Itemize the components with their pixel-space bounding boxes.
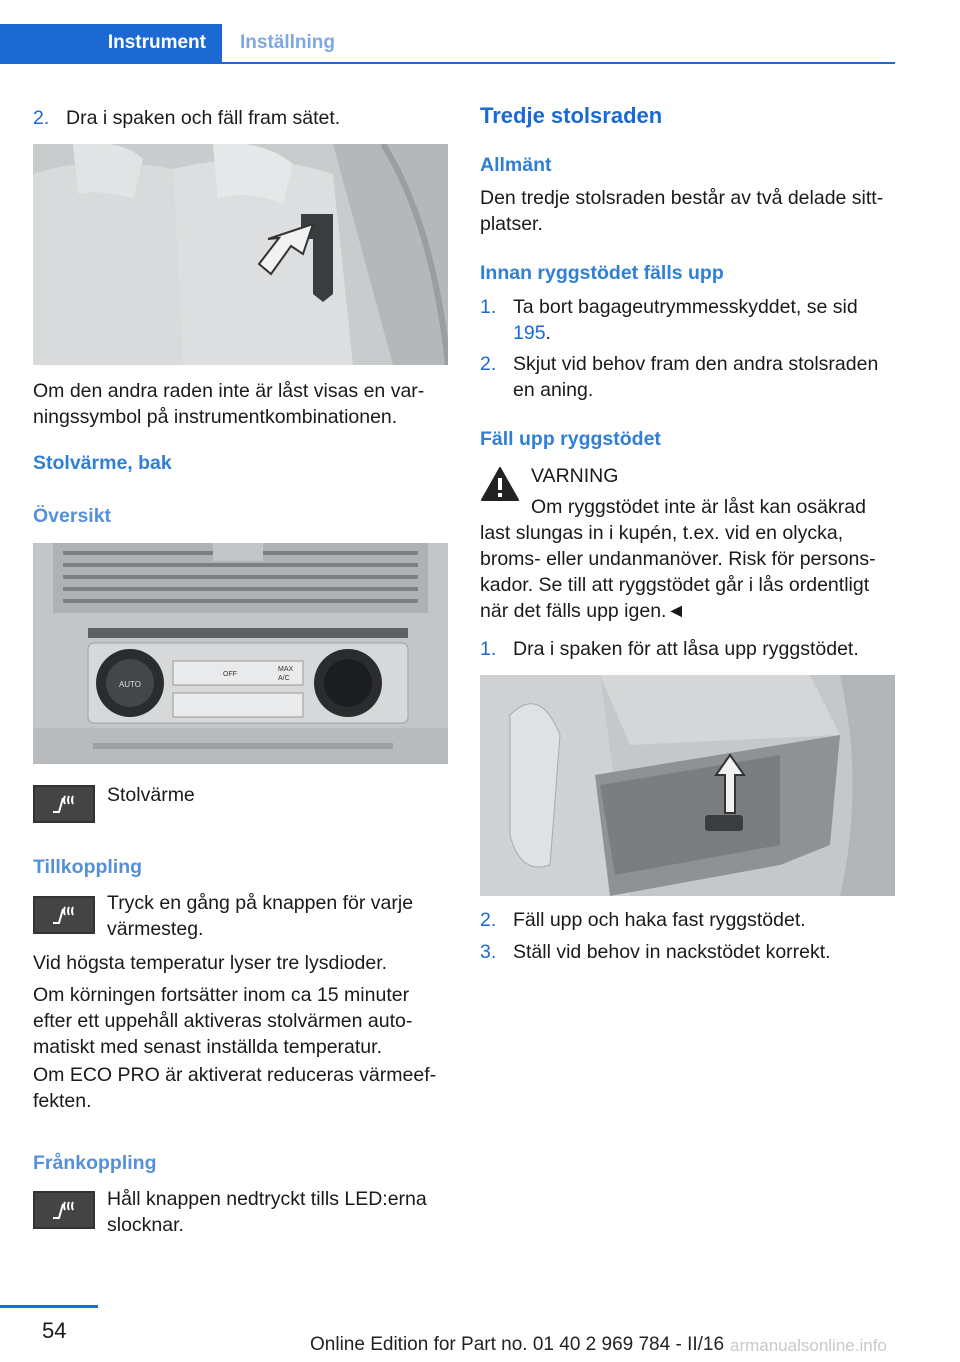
heading-fall-upp: Fäll upp ryggstödet xyxy=(480,428,661,450)
page-number: 54 xyxy=(42,1318,67,1343)
step-text: Ställ vid behov in nackstödet korrekt. xyxy=(513,941,831,963)
step-number: 2. xyxy=(480,909,497,931)
warning-body: Om ryggstödet inte är låst kan osäkrad xyxy=(531,496,866,518)
heading-frankoppling: Frånkoppling xyxy=(33,1152,157,1174)
paragraph-high-temp: Vid högsta temperatur lyser tre lysdioder. xyxy=(33,952,388,974)
svg-text:MAX: MAX xyxy=(278,666,294,673)
step-number: 1. xyxy=(480,296,497,318)
paragraph-resume: Om körningen fortsätter inom ca 15 minuter efter ett uppehåll aktiveras stolvärmen automatiskt med senast inställda temperatur. xyxy=(33,984,413,1058)
heading-oversikt: Översikt xyxy=(33,505,112,527)
step-text: Ta bort bagageutrymmesskyddet, se sid 195. xyxy=(513,296,858,344)
warning-triangle-icon xyxy=(480,466,520,502)
warning-symbol-text: Om den andra raden inte är låst visas en varningssymbol på instrumentkombinationen. xyxy=(33,380,425,428)
heading-innan: Innan ryggstödet fälls upp xyxy=(480,262,724,284)
seat-heating-label: Stolvärme xyxy=(107,784,195,806)
step-number: 2. xyxy=(33,107,50,129)
seat-heating-icon xyxy=(33,1191,95,1229)
svg-text:OFF: OFF xyxy=(223,671,237,678)
step-number: 2. xyxy=(480,353,497,375)
footer-divider xyxy=(0,1305,98,1308)
paragraph-eco-pro: Om ECO PRO är aktiverat reduceras värmeeffekten. xyxy=(33,1064,437,1112)
seat-heating-icon xyxy=(33,896,95,934)
step-text: Skjut vid behov fram den andra stolsraden en aning. xyxy=(513,353,879,401)
edition-text: Online Edition for Part no. 01 40 2 969 784 - II/16 xyxy=(310,1334,725,1355)
tab-instrument[interactable]: Instrument xyxy=(0,24,222,62)
page-link[interactable]: 195 xyxy=(513,322,546,344)
allmant-text: Den tredje stolsraden består av två delade sittplatser. xyxy=(480,187,884,235)
step-text: Dra i spaken för att låsa upp ryggstödet. xyxy=(513,638,859,660)
seat-heating-icon xyxy=(33,785,95,823)
watermark-text: armanualsonline.info xyxy=(730,1336,887,1355)
warning-body: last slungas in i kupén, t.ex. vid en olycka, broms- eller undanmanöver. Risk för personskador. Se till att ryggstödet går i lås ordentligt när det fälls upp igen.◄ xyxy=(480,522,876,622)
svg-text:AUTO: AUTO xyxy=(118,680,142,689)
seat-lever-image xyxy=(33,144,448,365)
step-text: Fäll upp och haka fast ryggstödet. xyxy=(513,909,806,931)
warning-title: VARNING xyxy=(531,465,619,487)
tab-installning[interactable]: Inställning xyxy=(240,32,335,53)
heading-stolvarme: Stolvärme, bak xyxy=(33,452,172,474)
tillkoppling-text: Tryck en gång på knappen för varje värmesteg. xyxy=(107,892,414,940)
svg-text:A/C: A/C xyxy=(278,675,290,682)
climate-panel-image xyxy=(33,543,448,764)
step-number: 1. xyxy=(480,638,497,660)
step-number: 3. xyxy=(480,941,497,963)
heading-tredje-stolsraden: Tredje stolsraden xyxy=(480,103,663,128)
heading-tillkoppling: Tillkoppling xyxy=(33,856,143,878)
frankoppling-text: Håll knappen nedtryckt tills LED:erna slocknar. xyxy=(107,1188,427,1236)
third-row-seat-image xyxy=(480,675,895,896)
heading-allmant: Allmänt xyxy=(480,154,552,176)
step-text: Dra i spaken och fäll fram sätet. xyxy=(66,107,341,129)
